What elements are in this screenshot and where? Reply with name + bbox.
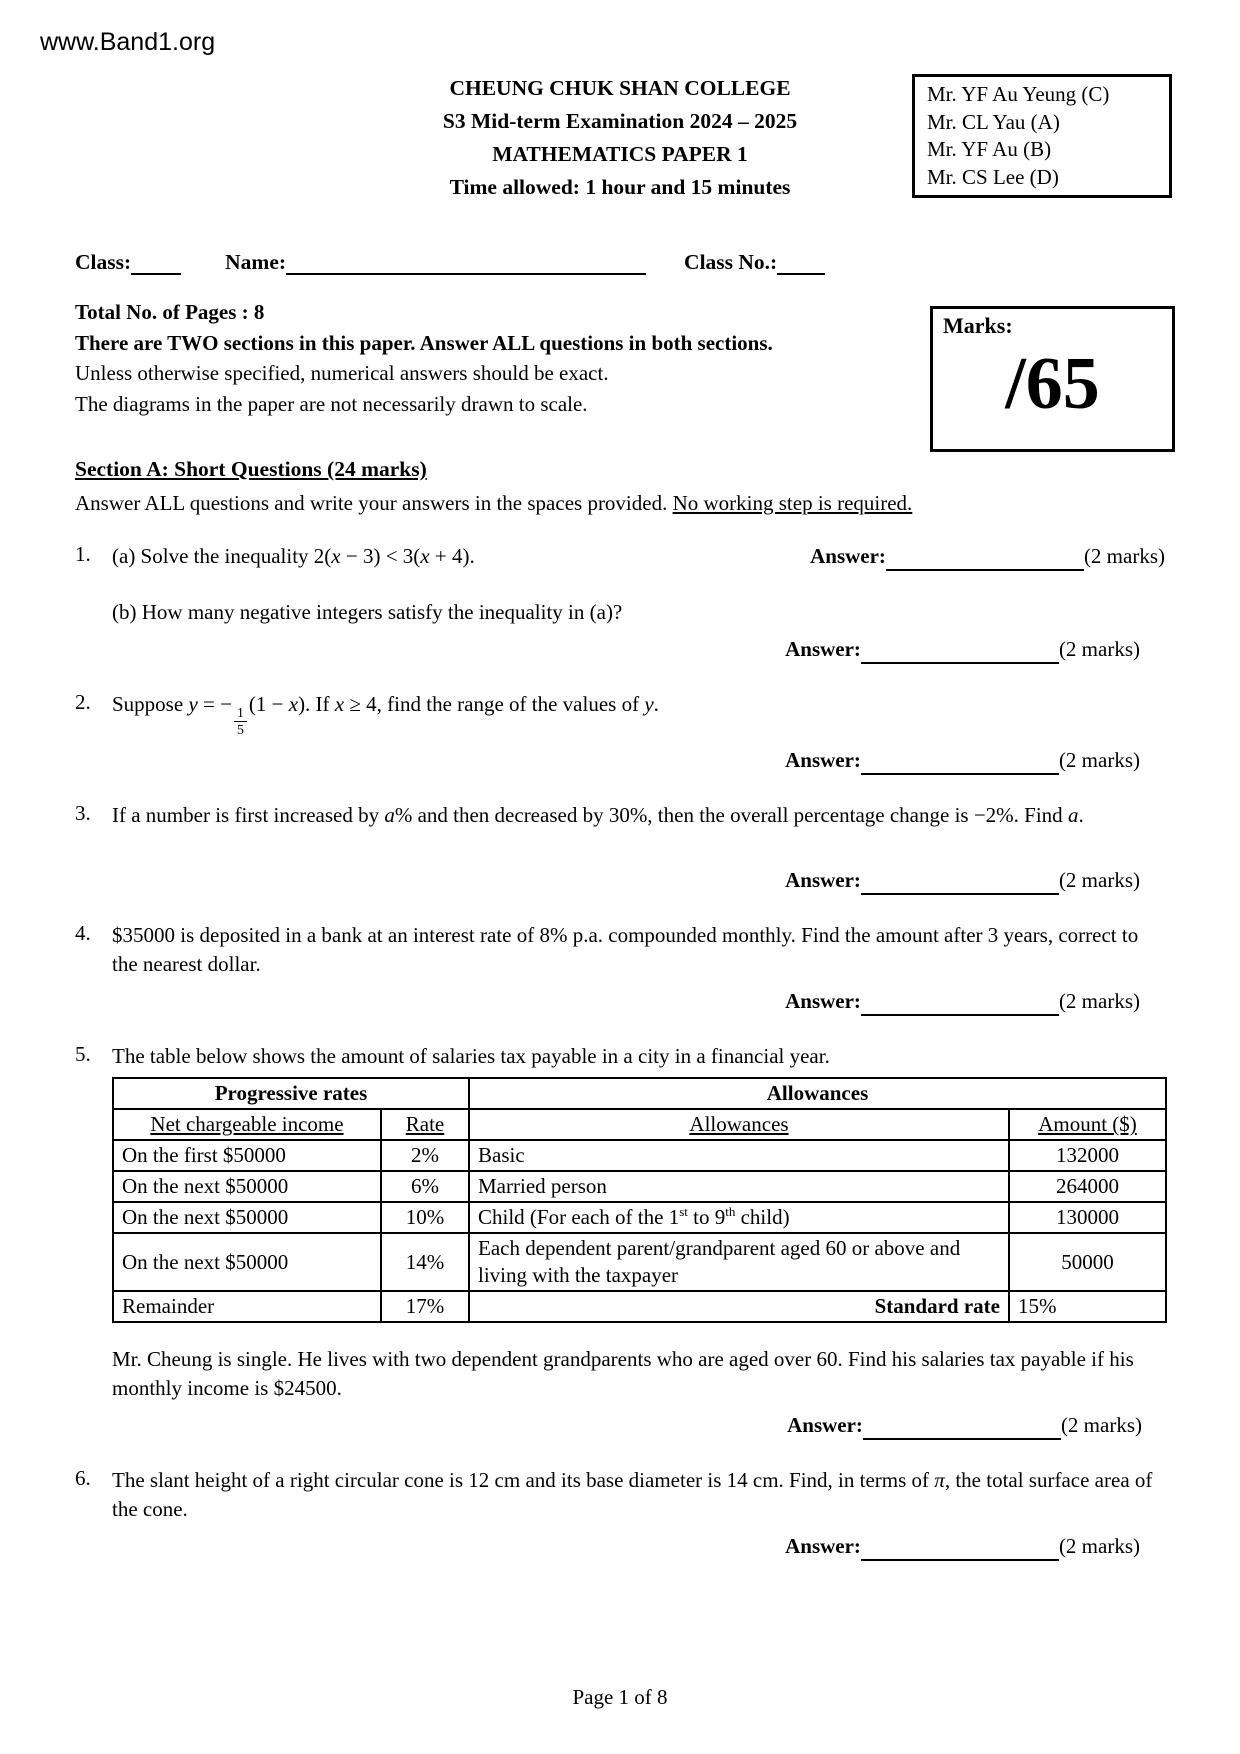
income-cell: On the first $50000	[113, 1140, 381, 1171]
question-4-text: $35000 is deposited in a bank at an interest rate of 8% p.a. compounded monthly. Find the amount after 3 years, correct to the nearest dollar.	[112, 923, 1139, 977]
answer-label: Answer:	[785, 637, 861, 661]
answer-blank-6	[861, 1536, 1059, 1561]
question-2	[75, 690, 1165, 775]
marks-note: (2 marks)	[1058, 989, 1140, 1014]
answer-line-1b	[112, 635, 1165, 664]
paper-title: MATHEMATICS PAPER 1	[492, 142, 748, 166]
answer-label: Answer:	[787, 1413, 863, 1438]
name-blank	[286, 251, 646, 275]
question-5-followup: Mr. Cheung is single. He lives with two dependent grandparents who are aged over 60. Find his salaries tax payable if his monthly income is $24500.	[112, 1347, 1134, 1401]
marks-note: (2 marks)	[1058, 748, 1140, 773]
watermark: www.Band1.org	[40, 28, 216, 56]
school-name: CHEUNG CHUK SHAN COLLEGE	[449, 76, 791, 100]
teacher-name: Mr. CL Yau (A)	[927, 109, 1060, 134]
section-a-heading	[75, 457, 1165, 482]
table-row	[113, 1233, 1166, 1291]
answer-blank-1a	[886, 546, 1084, 571]
question-5-number: 5.	[75, 1042, 91, 1067]
teacher-name: Mr. CS Lee (D)	[927, 164, 1059, 189]
answer-label: Answer:	[810, 544, 886, 568]
answer-line-1a	[810, 542, 1165, 571]
answer-blank-4	[861, 991, 1059, 1016]
question-1b-text: (b) How many negative integers satisfy the inequality in (a)?	[112, 600, 623, 624]
column-header-allowances: Allowances	[469, 1109, 1009, 1140]
answer-blank-2	[861, 750, 1059, 775]
preamble	[75, 297, 920, 419]
exam-title: S3 Mid-term Examination 2024 – 2025	[442, 109, 798, 133]
rate-cell: 10%	[381, 1202, 469, 1233]
page-number: Page 1 of 8	[572, 1685, 668, 1709]
rate-cell: 17%	[381, 1291, 469, 1322]
allowance-cell: Basic	[469, 1140, 1009, 1171]
class-no-label: Class No.:	[684, 250, 778, 274]
total-pages: Total No. of Pages : 8	[75, 300, 265, 324]
class-label: Class:	[75, 250, 132, 274]
question-3-number: 3.	[75, 801, 91, 826]
student-info-row	[75, 250, 1165, 275]
question-3	[75, 801, 1165, 895]
question-6-text: The slant height of a right circular cone is 12 cm and its base diameter is 14 cm. Find, in terms of π, the total surface area of the cone.	[112, 1468, 1153, 1522]
answer-line-3	[112, 866, 1165, 895]
question-1a-text: (a) Solve the inequality 2(x − 3) < 3(x + 4).	[112, 544, 475, 568]
question-2-number: 2.	[75, 690, 91, 714]
income-cell: On the next $50000	[113, 1233, 381, 1291]
column-header-rate: Rate	[381, 1109, 469, 1140]
marks-note: (2 marks)	[1083, 544, 1165, 568]
allowance-cell: Married person	[469, 1171, 1009, 1202]
marks-note: (2 marks)	[1058, 637, 1140, 661]
answer-blank-5	[863, 1415, 1061, 1440]
class-no-blank	[777, 251, 825, 275]
answer-line-6	[112, 1532, 1165, 1561]
question-5-intro: The table below shows the amount of salaries tax payable in a city in a financial year.	[112, 1044, 830, 1069]
time-allowed: Time allowed: 1 hour and 15 minutes	[449, 175, 791, 199]
standard-rate-value: 15%	[1009, 1291, 1166, 1322]
table-column-header-row	[113, 1109, 1166, 1140]
answer-line-5	[112, 1411, 1167, 1440]
question-5	[75, 1042, 1165, 1440]
group-header-allowances: Allowances	[469, 1078, 1166, 1109]
income-cell: Remainder	[113, 1291, 381, 1322]
diagram-note: The diagrams in the paper are not necessarily drawn to scale.	[75, 391, 588, 416]
table-row	[113, 1291, 1166, 1322]
marks-note: (2 marks)	[1058, 1534, 1140, 1559]
instruction-underlined-text: No working step is required.	[672, 491, 913, 515]
answer-line-2	[112, 746, 1165, 775]
answer-label: Answer:	[785, 868, 861, 893]
question-2-text: Suppose y = − $\frac{1}{5}$ (1 − x). If x ≥ 4, find the range of the values of y.	[112, 692, 659, 738]
table-row	[113, 1202, 1166, 1233]
question-1	[75, 542, 1165, 664]
question-4	[75, 921, 1165, 1016]
marks-total: /65	[1005, 343, 1100, 425]
question-list	[75, 542, 1165, 1561]
question-4-number: 4.	[75, 921, 91, 946]
instruction-text: Answer ALL questions and write your answers in the spaces provided.	[75, 491, 673, 515]
teacher-name: Mr. YF Au Yeung (C)	[927, 82, 1110, 106]
answer-label: Answer:	[785, 989, 861, 1014]
income-cell: On the next $50000	[113, 1171, 381, 1202]
teacher-box	[912, 74, 1172, 198]
exact-answers-note: Unless otherwise specified, numerical answers should be exact.	[75, 361, 609, 385]
rate-cell: 6%	[381, 1171, 469, 1202]
rate-cell: 14%	[381, 1233, 469, 1291]
allowance-cell: Child (For each of the 1st to 9th child)	[469, 1202, 1009, 1233]
question-6-number: 6.	[75, 1466, 91, 1491]
name-label: Name:	[225, 250, 287, 274]
marks-note: (2 marks)	[1060, 1413, 1142, 1438]
section-a-heading-text: Section A: Short Questions (24 marks)	[75, 457, 427, 481]
sections-note: There are TWO sections in this paper. Answer ALL questions in both sections.	[75, 330, 773, 355]
table-row	[113, 1171, 1166, 1202]
column-header-income: Net chargeable income	[113, 1109, 381, 1140]
answer-blank-1b	[861, 639, 1059, 664]
amount-cell: 132000	[1009, 1140, 1166, 1171]
section-a-instructions	[75, 491, 1165, 516]
marks-label: Marks:	[943, 313, 1013, 338]
question-3-text: If a number is first increased by a% and then decreased by 30%, then the overall percentage change is −2%. Find a.	[112, 803, 1084, 828]
answer-line-4	[112, 987, 1165, 1016]
marks-note: (2 marks)	[1058, 868, 1140, 893]
question-1-number: 1.	[75, 542, 91, 566]
class-blank	[131, 251, 181, 275]
table-row	[113, 1140, 1166, 1171]
standard-rate-label: Standard rate	[469, 1291, 1009, 1322]
rate-cell: 2%	[381, 1140, 469, 1171]
answer-blank-3	[861, 870, 1059, 895]
income-cell: On the next $50000	[113, 1202, 381, 1233]
column-header-amount: Amount ($)	[1009, 1109, 1166, 1140]
group-header-progressive: Progressive rates	[113, 1078, 469, 1109]
amount-cell: 264000	[1009, 1171, 1166, 1202]
marks-box	[930, 306, 1175, 452]
amount-cell: 130000	[1009, 1202, 1166, 1233]
table-group-header-row	[113, 1078, 1166, 1109]
question-6	[75, 1466, 1165, 1561]
teacher-name: Mr. YF Au (B)	[927, 137, 1052, 161]
answer-label: Answer:	[785, 1534, 861, 1559]
salaries-tax-table	[112, 1077, 1167, 1323]
allowance-cell: Each dependent parent/grandparent aged 60 or above and living with the taxpayer	[469, 1233, 1009, 1291]
answer-label: Answer:	[785, 748, 861, 773]
amount-cell: 50000	[1009, 1233, 1166, 1291]
